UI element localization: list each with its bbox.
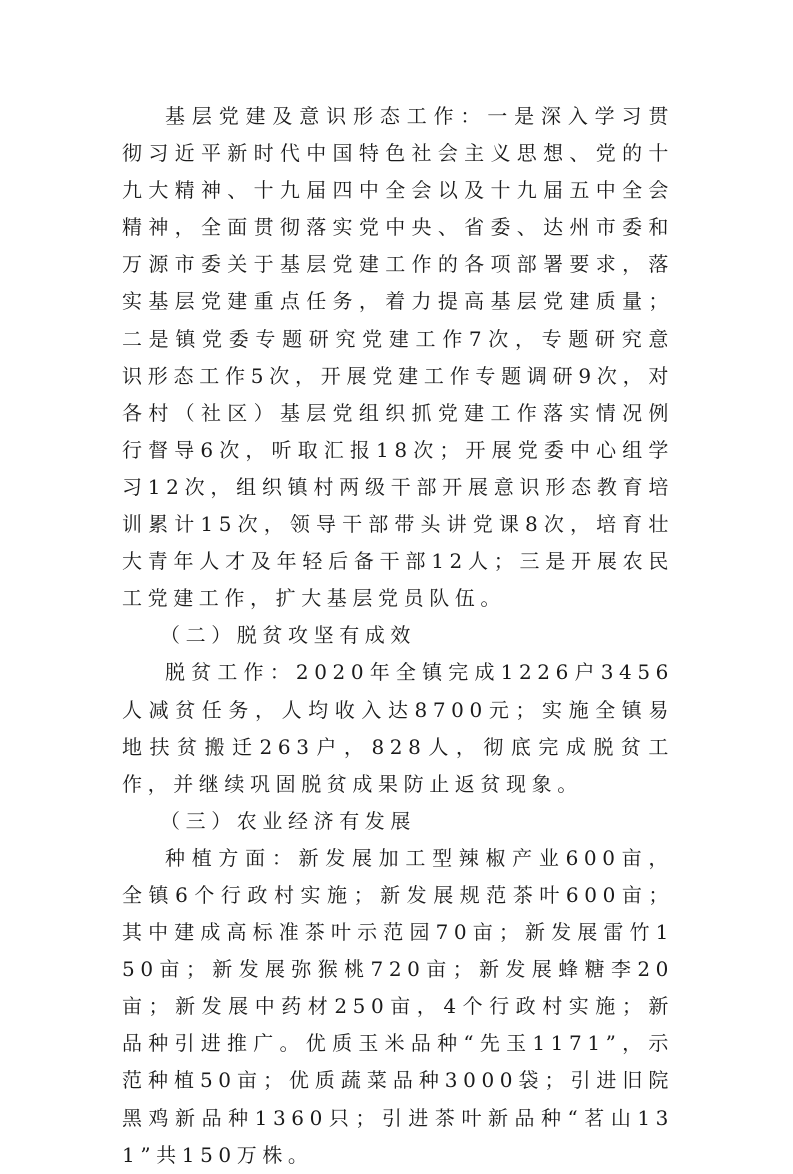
section-heading-poverty-alleviation: （二）脱贫攻坚有成效: [160, 623, 416, 648]
paragraph-party-building: 基层党建及意识形态工作：一是深入学习贯彻习近平新时代中国特色社会主义思想、党的十九大精神、十九届四中全会以及十九届五中全会精神，全面贯彻落实党中央、省委、达州市委和万源市委关于基层党建工作的各项部署要求，落实基层党建重点任务，着力提高基层党建质量；二是镇党委专题研究党建工作7次，专题研究意识形态工作5次，开展党建工作专题调研9次，对各村（社区）基层党组织抓党建工作落实情况例行督导6次，听取汇报18次；开展党委中心组学习12次，组织镇村两级干部开展意识形态教育培训累计15次，领导干部带头讲党课8次，培育壮大青年人才及年轻后备干部12人；三是开展农民工党建工作，扩大基层党员队伍。: [122, 104, 674, 611]
paragraph-agriculture-planting: 种植方面：新发展加工型辣椒产业600亩，全镇6个行政村实施；新发展规范茶叶600亩；其中建成高标准茶叶示范园70亩；新发展雷竹150亩；新发展弥猴桃720亩；新发展蜂糖李20亩；新发展中药材250亩，4个行政村实施；新品种引进推广。优质玉米品种“先玉1171”，示范种植50亩；优质蔬菜品种3000袋；引进旧院黑鸡新品种1360只；引进茶叶新品种“茗山131”共150万株。: [122, 845, 674, 1167]
paragraph-poverty-alleviation: 脱贫工作：2020年全镇完成1226户3456人减贫任务，人均收入达8700元；实施全镇易地扶贫搬迁263户，828人，彻底完成脱贫工作，并继续巩固脱贫成果防止返贫现象。: [122, 660, 674, 796]
document-page: [122, 98, 674, 1174]
section-heading-agriculture: （三）农业经济有发展: [160, 808, 416, 833]
